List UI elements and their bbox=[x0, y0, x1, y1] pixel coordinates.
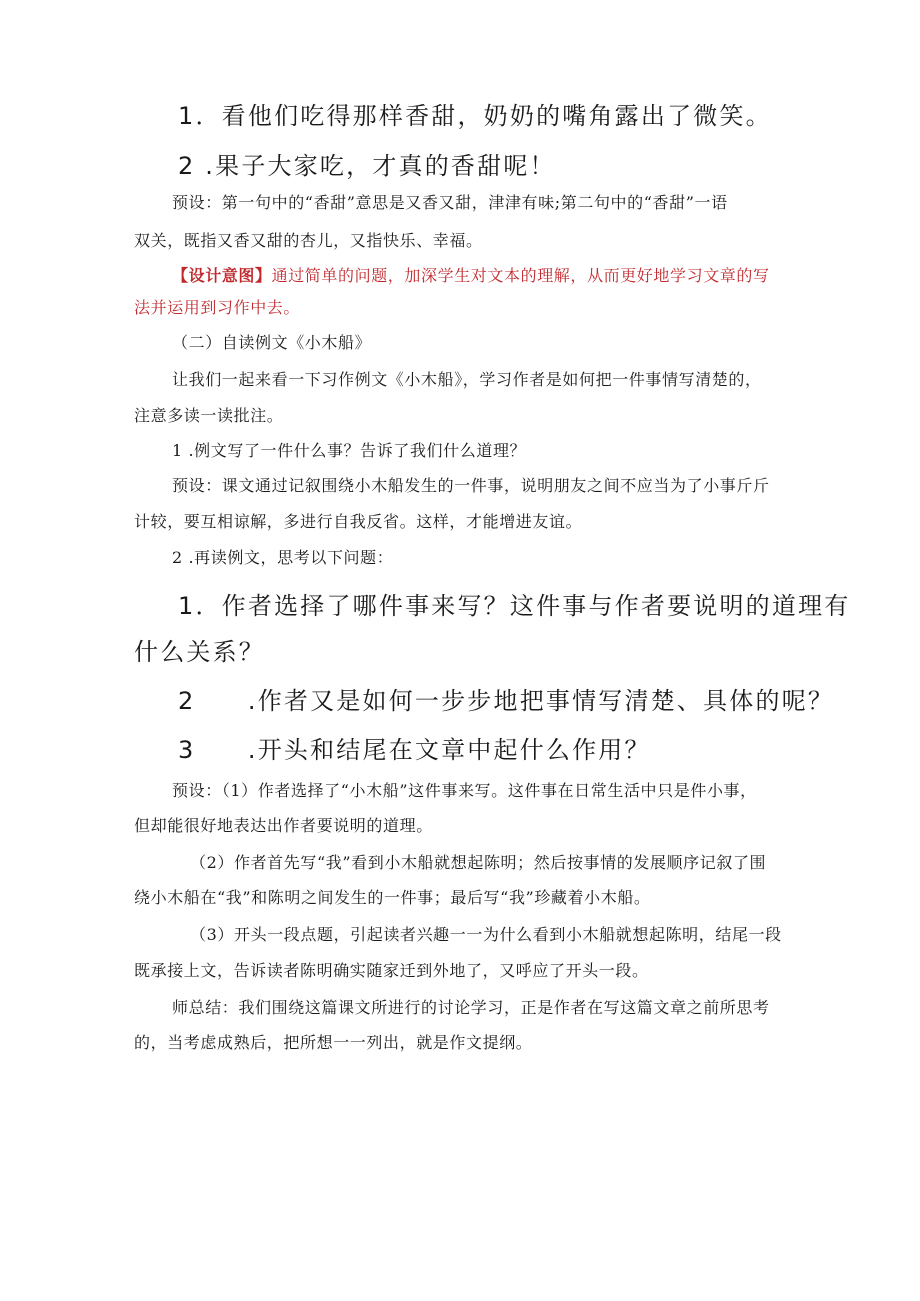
design-intent-line-1 bbox=[172, 263, 770, 286]
answer-3-line-1: （3）开头一段点题，引起读者兴趣一一为什么看到小木船就想起陈明，结尾一段 bbox=[190, 925, 782, 944]
big-question-1: 1．看他们吃得那样香甜，奶奶的嘴角露出了微笑。 bbox=[178, 102, 772, 130]
answer-2-line-2: 绕小木船在“我”和陈明之间发生的一件事；最后写“我”珍藏着小木船。 bbox=[134, 888, 651, 907]
think-point-1-line-2: 什么关系？ bbox=[134, 638, 265, 666]
think-point-3: 3 .开头和结尾在文章中起什么作用？ bbox=[178, 736, 651, 764]
intro-line-2: 注意多读一读批注。 bbox=[134, 406, 284, 425]
preset-2-line-2: 计较，要互相谅解，多进行自我反省。这样，才能增进友谊。 bbox=[134, 512, 583, 531]
question-1: 1 .例文写了一件什么事？告诉了我们什么道理？ bbox=[172, 441, 527, 460]
design-intent-line-2: 法并运用到习作中去。 bbox=[134, 298, 301, 317]
preset-1-line-1: 预设：第一句中的“香甜”意思是又香又甜，津津有味;第二句中的“香甜”一语 bbox=[172, 193, 728, 212]
section-heading: （二）自读例文《小木船》 bbox=[172, 333, 372, 352]
answer-1-line-1: 预设：（1）作者选择了“小木船”这件事来写。这件事在日常生活中只是件小事， bbox=[172, 781, 757, 800]
think-point-2: 2 .作者又是如何一步步地把事情写清楚、具体的呢？ bbox=[178, 687, 835, 715]
design-intent-text: 通过简单的问题，加深学生对文本的理解，从而更好地学习文章的写 bbox=[271, 266, 770, 285]
design-intent-tag: 【设计意图】 bbox=[172, 266, 272, 285]
think-point-1-line-1: 1．作者选择了哪件事来写？这件事与作者要说明的道理有 bbox=[178, 592, 851, 620]
preset-2-line-1: 预设：课文通过记叙围绕小木船发生的一件事，说明朋友之间不应当为了小事斤斤 bbox=[172, 476, 770, 495]
big-question-2: 2 .果子大家吃，才真的香甜呢！ bbox=[178, 152, 556, 180]
preset-1-line-2: 双关，既指又香又甜的杏儿，又指快乐、幸福。 bbox=[134, 231, 483, 250]
answer-1-line-2: 但却能很好地表达出作者要说明的道理。 bbox=[134, 816, 433, 835]
question-2: 2 .再读例文，思考以下问题： bbox=[172, 548, 394, 567]
answer-2-line-1: （2）作者首先写“我”看到小木船就想起陈明；然后按事情的发展顺序记叙了围 bbox=[190, 853, 767, 872]
summary-line-2: 的，当考虑成熟后，把所想一一列出，就是作文提纲。 bbox=[134, 1033, 533, 1052]
intro-line-1: 让我们一起来看一下习作例文《小木船》，学习作者是如何把一件事情写清楚的， bbox=[172, 370, 762, 389]
answer-3-line-2: 既承接上文，告诉读者陈明确实随家迁到外地了，又呼应了开头一段。 bbox=[134, 961, 649, 980]
summary-line-1: 师总结：我们围绕这篇课文所进行的讨论学习，正是作者在写这篇文章之前所思考 bbox=[172, 998, 770, 1017]
